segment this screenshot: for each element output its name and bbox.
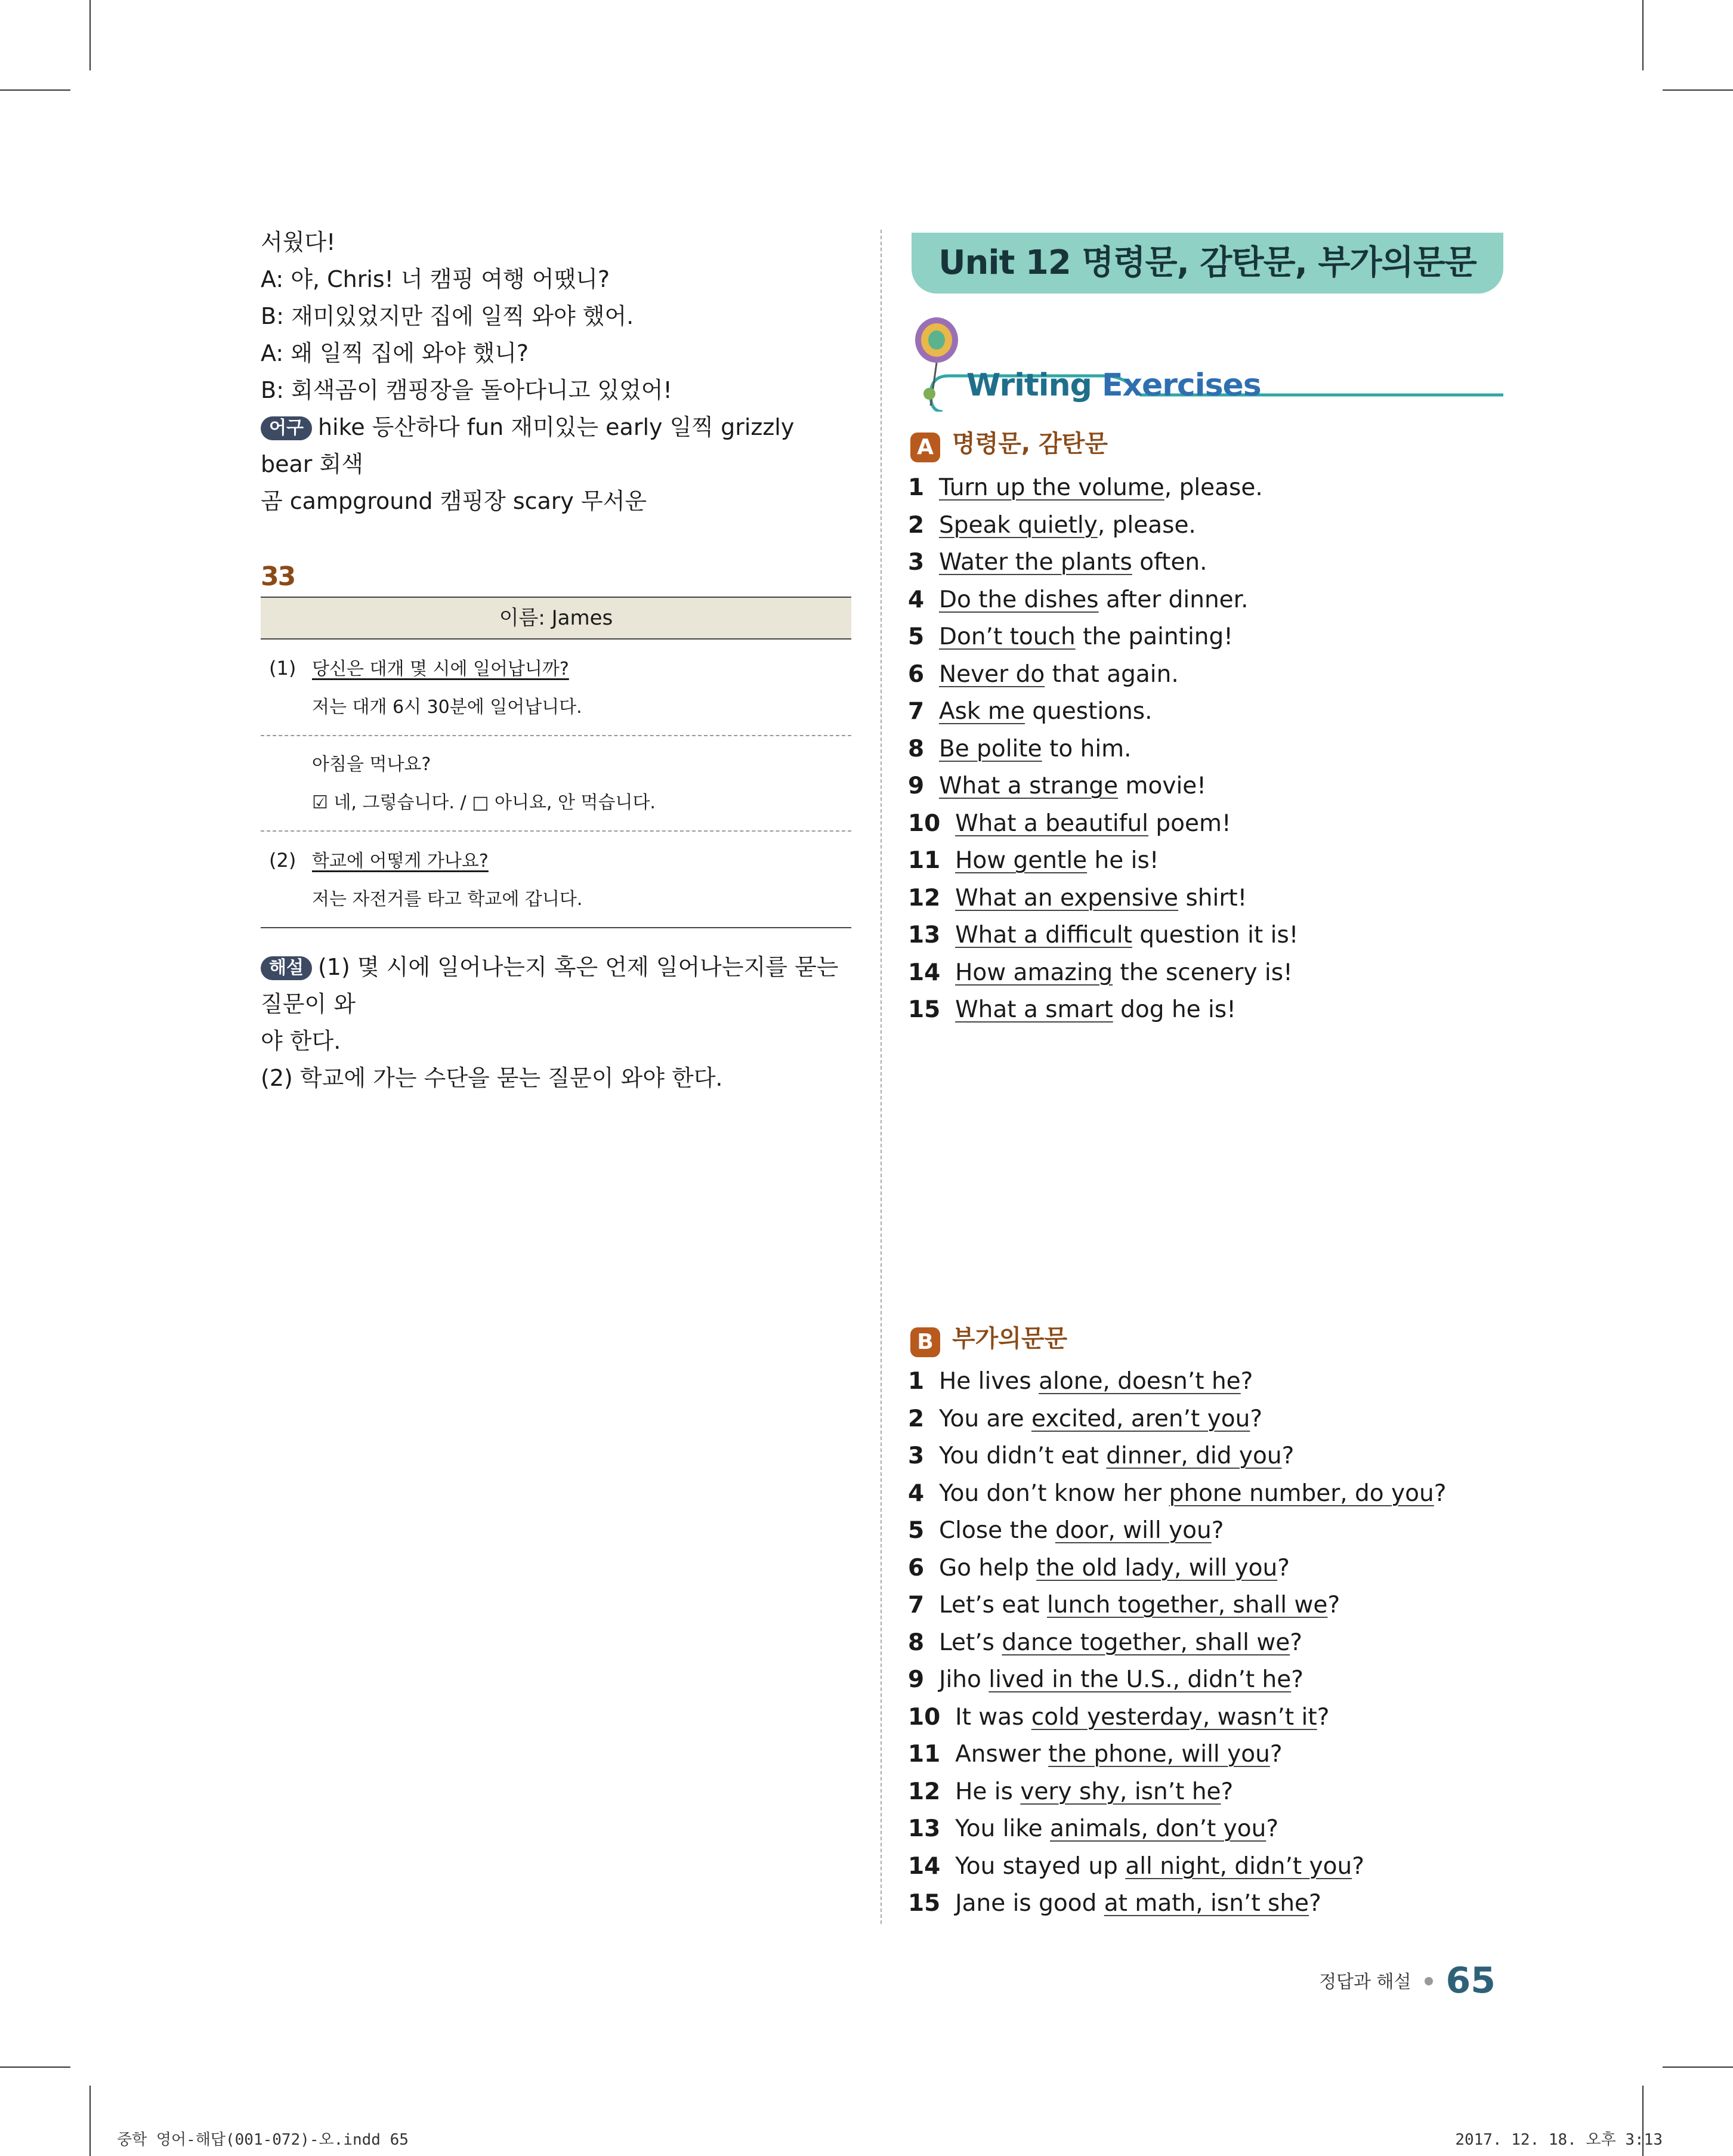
list-item (908, 880, 1505, 918)
explanation-text: 야 한다. (261, 1028, 341, 1054)
vocab-text: hike 등산하다 fun 재미있는 early 일찍 grizzly bear 회색 (261, 414, 795, 477)
table-row (261, 832, 851, 927)
writing-exercises-header (907, 316, 1503, 412)
item-number: 9 (908, 1666, 925, 1693)
answer-blank: Do the dishes (938, 586, 1099, 613)
item-number: 7 (908, 1592, 925, 1618)
item-number: 5 (908, 1517, 925, 1544)
explanation-text: (1) 몇 시에 일어나는지 혹은 언제 일어나는지를 묻는 질문이 와 (261, 954, 839, 1017)
item-number: 9 (908, 773, 925, 799)
list-item (908, 619, 1505, 656)
crop-mark (89, 0, 91, 70)
answer-blank: What a difficult (955, 922, 1132, 949)
list-item (908, 1587, 1505, 1624)
item-number: 13 (908, 922, 941, 949)
table-row (261, 640, 851, 736)
answer-blank: What an expensive (955, 884, 1179, 912)
answer-blank: What a strange (938, 773, 1119, 799)
dialogue-line: B: 재미있었지만 집에 일찍 와야 했어. (261, 303, 634, 329)
list-item (908, 1699, 1505, 1737)
item-number: 10 (908, 1703, 941, 1731)
answer-blank: very shy, isn’t he (1020, 1778, 1221, 1805)
item-number: 4 (908, 1479, 925, 1507)
section-badge: A (910, 433, 940, 462)
list-item (908, 768, 1505, 805)
item-number: 13 (908, 1815, 941, 1842)
page-label: 정답과 해설 (1319, 1972, 1411, 1993)
answer-blank: What a smart (955, 996, 1113, 1023)
section-heading-word: Exercises (1101, 367, 1261, 403)
section-title: 부가의문문 (952, 1325, 1068, 1352)
item-prefix: It was (955, 1703, 1031, 1731)
answer-blank: at math, isn’t she (1104, 1890, 1309, 1917)
crop-mark (0, 89, 70, 91)
answer-blank: excited, aren’t you (1031, 1405, 1250, 1432)
item-number: 8 (908, 735, 925, 762)
answer-blank: alone, doesn’t he (1039, 1368, 1241, 1395)
answer-blank: Ask me (938, 698, 1025, 725)
item-prefix: Answer (955, 1741, 1049, 1768)
column-divider (881, 230, 882, 1924)
dialogue-line: A: 왜 일찍 집에 와야 했니? (261, 340, 529, 366)
item-rest: to him. (1042, 735, 1132, 762)
list-item (908, 1512, 1505, 1550)
vocab-text: 곰 campground 캠핑장 scary 무서운 (261, 488, 647, 514)
list-item (908, 1848, 1505, 1886)
item-number: 15 (908, 1890, 941, 1917)
table-row (261, 736, 851, 832)
item-prefix: He is (955, 1778, 1021, 1805)
item-rest: ? (1240, 1368, 1253, 1395)
list-item (908, 582, 1505, 619)
explanation-block (261, 949, 851, 1096)
item-prefix: Go help (938, 1554, 1037, 1582)
answer-blank: Never do (938, 660, 1045, 688)
list-item (908, 731, 1505, 768)
answer-blank: What a beautiful (955, 810, 1149, 837)
list-item (908, 1401, 1505, 1438)
item-rest: after dinner. (1098, 586, 1249, 613)
list-item (908, 842, 1505, 880)
item-rest: poem! (1148, 810, 1231, 837)
answer-text: 저는 자전거를 타고 학교에 갑니다. (312, 889, 583, 910)
item-rest: the painting! (1075, 623, 1233, 650)
table-header: 이름: James (261, 598, 851, 640)
answer-blank: How amazing (955, 959, 1113, 986)
item-prefix: You didn’t eat (938, 1443, 1107, 1469)
item-number: 11 (908, 847, 941, 874)
dialogue-line: 서웠다! (261, 229, 336, 255)
item-prefix: Jiho (938, 1666, 989, 1693)
crop-mark (89, 2086, 91, 2156)
list-item (908, 1774, 1505, 1811)
item-prefix: You stayed up (955, 1852, 1126, 1880)
answer-blank: Speak quietly (938, 511, 1098, 539)
list-item (908, 955, 1505, 992)
question-text: 당신은 대개 몇 시에 일어납니까? (312, 659, 569, 679)
answer-blank: the old lady, will you (1036, 1554, 1278, 1582)
item-prefix: Close the (938, 1517, 1055, 1544)
item-number: 12 (908, 884, 941, 912)
list-item (908, 1475, 1505, 1513)
print-slug-right: 2017. 12. 18. 오후 3:13 (1455, 2131, 1663, 2149)
explanation-text: (2) 학교에 가는 수단을 묻는 질문이 와야 한다. (261, 1065, 723, 1091)
item-number: 12 (908, 1778, 941, 1805)
list-item (908, 693, 1505, 731)
item-rest: ? (1291, 1666, 1303, 1693)
item-rest: ? (1266, 1815, 1279, 1842)
item-number: 3 (908, 549, 925, 576)
item-number: 2 (908, 1405, 925, 1432)
item-number: 15 (908, 996, 941, 1023)
item-number: 1 (908, 1368, 925, 1395)
crop-mark (0, 2067, 70, 2068)
crop-mark (1663, 2067, 1733, 2068)
item-number: (2) (269, 849, 296, 872)
item-prefix: You are (938, 1405, 1032, 1432)
item-prefix: Let’s (938, 1629, 1002, 1656)
item-rest: ? (1317, 1703, 1330, 1731)
section-badge: B (910, 1327, 940, 1357)
item-number: 5 (908, 623, 925, 650)
list-item (908, 1438, 1505, 1475)
answer-blank: Be polite (938, 735, 1042, 762)
list-item (908, 507, 1505, 545)
item-rest: ? (1211, 1517, 1224, 1544)
item-number: 7 (908, 698, 925, 725)
dialogue-line: B: 회색곰이 캠핑장을 돌아다니고 있었어! (261, 377, 672, 403)
item-rest: ? (1221, 1778, 1234, 1805)
item-rest: ? (1281, 1443, 1295, 1469)
answer-blank: Turn up the volume (938, 474, 1164, 501)
list-item (908, 1736, 1505, 1774)
section-b-list (908, 1363, 1505, 1923)
section-a-heading (910, 425, 1108, 462)
item-prefix: Jane is good (955, 1890, 1104, 1917)
unit-title-banner: Unit 12 명령문, 감탄문, 부가의문문 (912, 233, 1503, 294)
item-rest: , please. (1097, 511, 1196, 539)
answer-blank: dance together, shall we (1002, 1629, 1290, 1656)
answer-blank: Don’t touch (938, 623, 1076, 650)
item-rest: he is! (1087, 847, 1159, 874)
item-number: 2 (908, 511, 925, 539)
list-item (908, 544, 1505, 582)
vocab-tag: 어구 (261, 416, 312, 440)
list-item (908, 1885, 1505, 1923)
item-rest: ? (1250, 1405, 1263, 1432)
print-slug-left: 중학 영어-해답(001-072)-오.indd 65 (117, 2131, 409, 2149)
item-number: 14 (908, 1852, 941, 1880)
item-rest: ? (1352, 1852, 1364, 1880)
item-rest: the scenery is! (1113, 959, 1293, 986)
answer-blank: phone number, do you (1169, 1479, 1434, 1507)
dialogue-line: A: 야, Chris! 너 캠핑 여행 어땠니? (261, 266, 610, 292)
item-rest: often. (1132, 549, 1207, 576)
item-number: 14 (908, 959, 941, 986)
question-text: 아침을 먹나요? (312, 754, 431, 775)
item-rest: ? (1277, 1554, 1290, 1582)
answer-blank: door, will you (1055, 1517, 1212, 1544)
answer-text: ☑ 네, 그렇습니다. / □ 아니요, 안 먹습니다. (312, 792, 656, 813)
item-number: 6 (908, 1554, 925, 1582)
item-rest: ? (1309, 1890, 1321, 1917)
list-item (908, 805, 1505, 843)
item-rest: dog he is! (1113, 996, 1236, 1023)
list-item (908, 917, 1505, 955)
answer-blank: Water the plants (938, 549, 1132, 576)
item-number: 8 (908, 1629, 925, 1656)
item-rest: , please. (1164, 474, 1263, 501)
item-rest: ? (1327, 1592, 1340, 1618)
answer-text: 저는 대개 6시 30분에 일어납니다. (312, 697, 582, 718)
question-text: 학교에 어떻게 가나요? (312, 851, 489, 872)
list-item (908, 991, 1505, 1029)
section-title: 명령문, 감탄문 (952, 430, 1108, 458)
page-number: 65 (1445, 1960, 1496, 2001)
list-item (908, 1624, 1505, 1662)
list-item (908, 1811, 1505, 1848)
item-rest: movie! (1118, 773, 1206, 799)
item-prefix: Let’s eat (938, 1592, 1047, 1618)
list-item (908, 469, 1505, 507)
item-rest: that again. (1045, 660, 1179, 688)
explanation-tag: 해설 (261, 956, 312, 980)
answer-blank: dinner, did you (1106, 1443, 1282, 1469)
section-a-list (908, 469, 1505, 1029)
item-rest: questions. (1024, 698, 1153, 725)
answer-blank: all night, didn’t you (1125, 1852, 1352, 1880)
item-rest: question it is! (1132, 922, 1299, 949)
page-footer (1319, 1960, 1496, 2001)
list-item (908, 656, 1505, 694)
answer-blank: lived in the U.S., didn’t he (988, 1666, 1292, 1693)
answer-blank: lunch together, shall we (1046, 1592, 1328, 1618)
answer-blank: the phone, will you (1048, 1741, 1270, 1768)
item-number: 11 (908, 1741, 941, 1768)
section-heading-word: Writing (966, 367, 1092, 403)
item-rest: ? (1290, 1629, 1302, 1656)
item-prefix: You like (955, 1815, 1050, 1842)
crop-mark (1663, 89, 1733, 91)
crop-mark (1642, 0, 1644, 70)
list-item (908, 1661, 1505, 1699)
question-number: 33 (261, 561, 295, 592)
item-prefix: You don’t know her (938, 1479, 1169, 1507)
answer-table (261, 597, 851, 928)
list-item (908, 1363, 1505, 1401)
item-number: 10 (908, 810, 941, 837)
left-column (261, 224, 851, 1096)
section-heading (966, 367, 1261, 403)
list-item (908, 1550, 1505, 1587)
item-rest: shirt! (1178, 884, 1247, 912)
item-number: 4 (908, 586, 925, 613)
answer-blank: cold yesterday, wasn’t it (1031, 1703, 1317, 1731)
item-prefix: He lives (938, 1368, 1039, 1395)
section-b-heading (910, 1320, 1067, 1357)
item-rest: ? (1269, 1741, 1283, 1768)
answer-blank: How gentle (955, 847, 1088, 874)
answer-blank: animals, don’t you (1049, 1815, 1266, 1842)
item-number: 1 (908, 474, 925, 501)
item-number: (1) (269, 657, 296, 679)
item-number: 3 (908, 1443, 925, 1469)
item-number: 6 (908, 660, 925, 688)
vocab-block (261, 409, 851, 520)
bullet-dot (1425, 1977, 1433, 1985)
item-rest: ? (1434, 1479, 1447, 1507)
